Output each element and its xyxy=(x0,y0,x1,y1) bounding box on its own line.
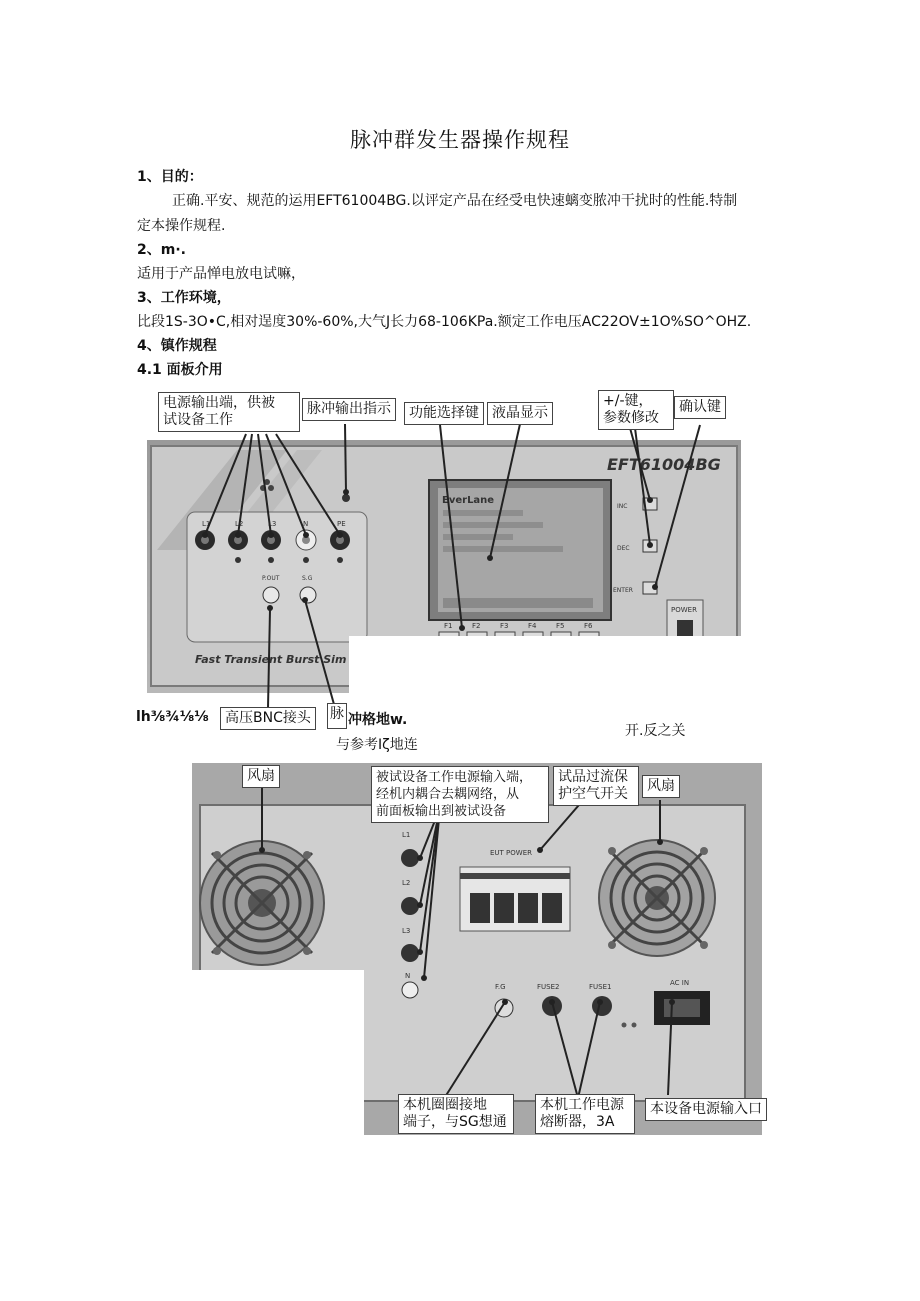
callout-plus-minus: +/-键， 参数修改 xyxy=(598,390,674,430)
callout-power-output: 电源输出端，供被 试设备工作 xyxy=(158,392,300,432)
callout-ground-terminal: 本机圈圈接地 端子，与SG想通 xyxy=(398,1094,514,1134)
svg-text:N: N xyxy=(405,972,411,980)
caption-pulse-ground: 冲格地w. xyxy=(348,712,408,728)
svg-text:L1: L1 xyxy=(202,520,211,528)
caption-ref-ground: 与参考Iζ地连 xyxy=(336,737,418,753)
paragraph-scope: 适用于产品惮电放电试嘛， xyxy=(137,266,305,282)
paragraph-purpose-1: 正确.平安、规范的运用EFT61004BG.以评定产品在经受电快速螭变脓冲干扰时的性能.特制 xyxy=(172,193,738,209)
callout-hv-bnc: 高压BNC接头 xyxy=(220,707,316,730)
svg-text:AC IN: AC IN xyxy=(670,979,690,987)
banner-text: Fast Transient Burst Sim xyxy=(195,653,347,666)
callout-breaker: 试品过流保 护空气开关 xyxy=(553,766,639,806)
svg-text:L1: L1 xyxy=(402,831,411,839)
paragraph-environment: 比段1S-3O•C,相对逞度30%-60%,大气J长力68-106KPa.额定工作电压AC22OV±1O%SO^OHZ. xyxy=(137,314,752,330)
document-title: 脉冲群发生器操作规程 xyxy=(350,128,570,152)
callout-fan-left: 风扇 xyxy=(242,765,280,788)
svg-text:PE: PE xyxy=(337,520,346,528)
svg-text:P.OUT: P.OUT xyxy=(262,575,280,582)
section-heading-purpose: 1、目的： xyxy=(137,169,203,185)
svg-text:EverLane: EverLane xyxy=(442,495,495,506)
svg-text:L3: L3 xyxy=(268,520,277,528)
callout-fuse: 本机工作电源 熔断器，3A xyxy=(535,1094,635,1134)
svg-text:L3: L3 xyxy=(402,927,411,935)
paragraph-purpose-2: 定本操作规程. xyxy=(137,218,226,234)
svg-text:N: N xyxy=(303,520,309,528)
caption-power-switch: 开.反之关 xyxy=(625,723,686,739)
callout-power-inlet: 本设备电源输入口 xyxy=(645,1098,767,1121)
svg-text:INC: INC xyxy=(617,503,628,510)
callout-function-key: 功能选择键 xyxy=(404,402,484,425)
svg-text:F.G: F.G xyxy=(495,983,506,991)
svg-text:F2: F2 xyxy=(472,622,481,630)
callout-fan-right: 风扇 xyxy=(642,775,680,798)
callout-pulse-ground: 脉 xyxy=(327,703,347,729)
svg-text:S.G: S.G xyxy=(302,575,313,582)
svg-text:POWER: POWER xyxy=(671,606,697,614)
svg-text:L2: L2 xyxy=(402,879,411,887)
callout-lcd: 液晶显示 xyxy=(487,402,553,425)
section-heading-scope: 2、m·. xyxy=(137,242,186,258)
svg-text:FUSE1: FUSE1 xyxy=(589,983,612,991)
callout-pulse-indicator: 脉冲输出指示 xyxy=(302,398,396,421)
model-label: EFT61004BG xyxy=(607,455,721,474)
svg-text:EUT POWER: EUT POWER xyxy=(490,849,532,857)
svg-text:F1: F1 xyxy=(444,622,453,630)
svg-text:F5: F5 xyxy=(556,622,565,630)
callout-eut-input: 被试设备工作电源输入端， 经机内耦合去耦网络，从 前面板输出到被试设备 xyxy=(371,766,549,823)
svg-text:FUSE2: FUSE2 xyxy=(537,983,560,991)
section-heading-procedure: 4、镇作规程 xyxy=(137,338,217,354)
svg-text:F6: F6 xyxy=(584,622,593,630)
callout-confirm: 确认键 xyxy=(674,396,726,419)
svg-text:F3: F3 xyxy=(500,622,509,630)
svg-text:DEC: DEC xyxy=(617,545,630,552)
section-heading-panel-intro: 4.1 面板介用 xyxy=(137,362,223,378)
svg-text:L2: L2 xyxy=(235,520,244,528)
svg-text:ENTER: ENTER xyxy=(613,587,633,594)
caption-garbled: lh⅜¾⅛⅛ xyxy=(136,709,209,725)
svg-text:F4: F4 xyxy=(528,622,537,630)
section-heading-environment: 3、工作环境， xyxy=(137,290,231,306)
